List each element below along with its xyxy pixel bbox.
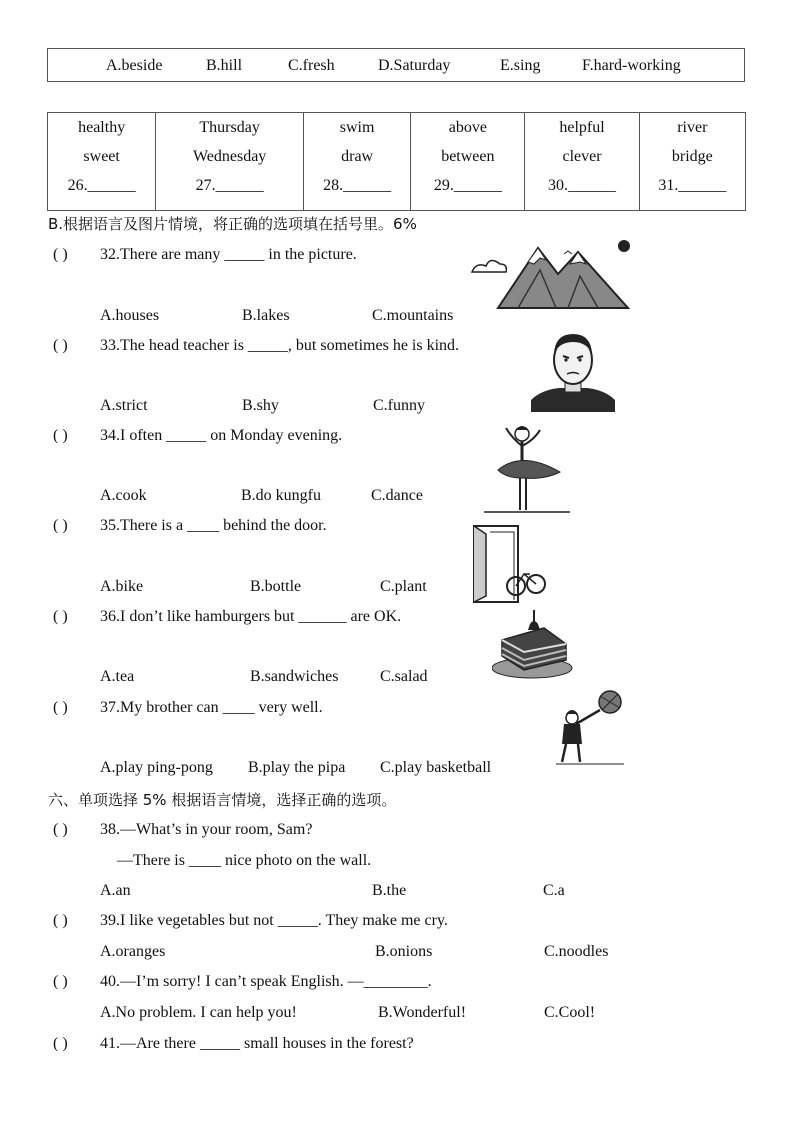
q35-option-b: B.bottle <box>250 578 302 595</box>
question-35: 35.There is a ____ behind the door. <box>100 517 327 534</box>
question-37: 37.My brother can ____ very well. <box>100 699 323 716</box>
q32-option-b: B.lakes <box>242 307 290 324</box>
q36-option-b: B.sandwiches <box>250 668 339 685</box>
q39-option-c: C.noodles <box>544 943 609 960</box>
question-38-line2: —There is ____ nice photo on the wall. <box>117 852 372 869</box>
answer-paren[interactable]: ( ) <box>53 912 68 929</box>
option-a: A.beside <box>106 57 163 74</box>
question-36: 36.I don’t like hamburgers but ______ are OK. <box>100 608 402 625</box>
q35-option-c: C.plant <box>380 578 427 595</box>
mountains-illustration <box>468 236 638 312</box>
answer-paren[interactable]: ( ) <box>53 337 68 354</box>
answer-blank[interactable]: 28.______ <box>323 177 392 194</box>
q32-option-c: C.mountains <box>372 307 454 324</box>
q33-option-b: B.shy <box>242 397 279 414</box>
q38-option-c: C.a <box>543 882 565 899</box>
answer-blank[interactable]: 26.______ <box>67 177 136 194</box>
word: river <box>677 119 708 136</box>
q34-option-c: C.dance <box>371 487 423 504</box>
section-b-title: B.根据语言及图片情境，将正确的选项填在括号里。6% <box>48 215 417 233</box>
q36-option-a: A.tea <box>100 668 135 685</box>
word: above <box>448 119 487 136</box>
answer-paren[interactable]: ( ) <box>53 1035 68 1052</box>
strict-teacher-illustration <box>531 328 615 412</box>
q38-option-a: A.an <box>100 882 131 899</box>
q37-option-a: A.play ping-pong <box>100 759 213 776</box>
option-b: B.hill <box>206 57 243 74</box>
word: Thursday <box>199 119 260 136</box>
word: between <box>441 148 495 165</box>
option-f: F.hard-working <box>582 57 681 74</box>
word: Wednesday <box>192 148 267 165</box>
q35-option-a: A.bike <box>100 578 144 595</box>
question-38: 38.—What’s in your room, Sam? <box>100 821 313 838</box>
word-cell <box>639 113 745 211</box>
word-cell <box>303 113 410 211</box>
option-e: E.sing <box>500 57 541 74</box>
answer-paren[interactable]: ( ) <box>53 821 68 838</box>
basketball-player-illustration <box>550 688 626 768</box>
q34-option-b: B.do kungfu <box>241 487 321 504</box>
question-33: 33.The head teacher is _____, but sometimes he is kind. <box>100 337 460 354</box>
q37-option-c: C.play basketball <box>380 759 492 776</box>
option-d: D.Saturday <box>378 57 451 74</box>
question-34: 34.I often _____ on Monday evening. <box>100 427 343 444</box>
q39-option-a: A.oranges <box>100 943 166 960</box>
q36-option-c: C.salad <box>380 668 428 685</box>
answer-blank[interactable]: 31.______ <box>658 177 727 194</box>
answer-blank[interactable]: 30.______ <box>548 177 617 194</box>
word: clever <box>562 148 602 165</box>
q34-option-a: A.cook <box>100 487 147 504</box>
word-cell <box>48 113 156 211</box>
word-table <box>47 112 746 211</box>
answer-paren[interactable]: ( ) <box>53 608 68 625</box>
answer-paren[interactable]: ( ) <box>53 517 68 534</box>
word: bridge <box>671 148 713 165</box>
q40-option-b: B.Wonderful! <box>378 1004 467 1021</box>
question-41: 41.—Are there _____ small houses in the forest? <box>100 1035 414 1052</box>
option-c: C.fresh <box>288 57 335 74</box>
answer-blank[interactable]: 29.______ <box>433 177 502 194</box>
word: sweet <box>83 148 120 165</box>
word: swim <box>339 119 375 136</box>
q37-option-b: B.play the pipa <box>248 759 346 776</box>
word-cell <box>525 113 639 211</box>
q39-option-b: B.onions <box>375 943 433 960</box>
answer-paren[interactable]: ( ) <box>53 699 68 716</box>
word: draw <box>341 148 374 165</box>
q38-option-b: B.the <box>372 882 407 899</box>
word-cell <box>156 113 304 211</box>
q33-option-c: C.funny <box>373 397 425 414</box>
door-bike-illustration <box>470 524 546 604</box>
ballet-dancer-illustration <box>484 420 570 514</box>
answer-blank[interactable]: 27.______ <box>195 177 264 194</box>
answer-paren[interactable]: ( ) <box>53 246 68 263</box>
sandwich-illustration <box>492 608 574 680</box>
question-39: 39.I like vegetables but not _____. They make me cry. <box>100 912 448 929</box>
q32-option-a: A.houses <box>100 307 160 324</box>
q40-option-c: C.Cool! <box>544 1004 596 1021</box>
word-cell <box>411 113 525 211</box>
word: helpful <box>559 119 605 136</box>
q33-option-a: A.strict <box>100 397 148 414</box>
question-32: 32.There are many _____ in the picture. <box>100 246 357 263</box>
answer-paren[interactable]: ( ) <box>53 427 68 444</box>
q40-option-a: A.No problem. I can help you! <box>100 1004 297 1021</box>
word: healthy <box>78 119 126 136</box>
question-40: 40.—I’m sorry! I can’t speak English. —________. <box>100 973 432 990</box>
section-6-title: 六、单项选择 5% 根据语言情境，选择正确的选项。 <box>48 791 397 809</box>
options-box <box>47 48 745 82</box>
answer-paren[interactable]: ( ) <box>53 973 68 990</box>
